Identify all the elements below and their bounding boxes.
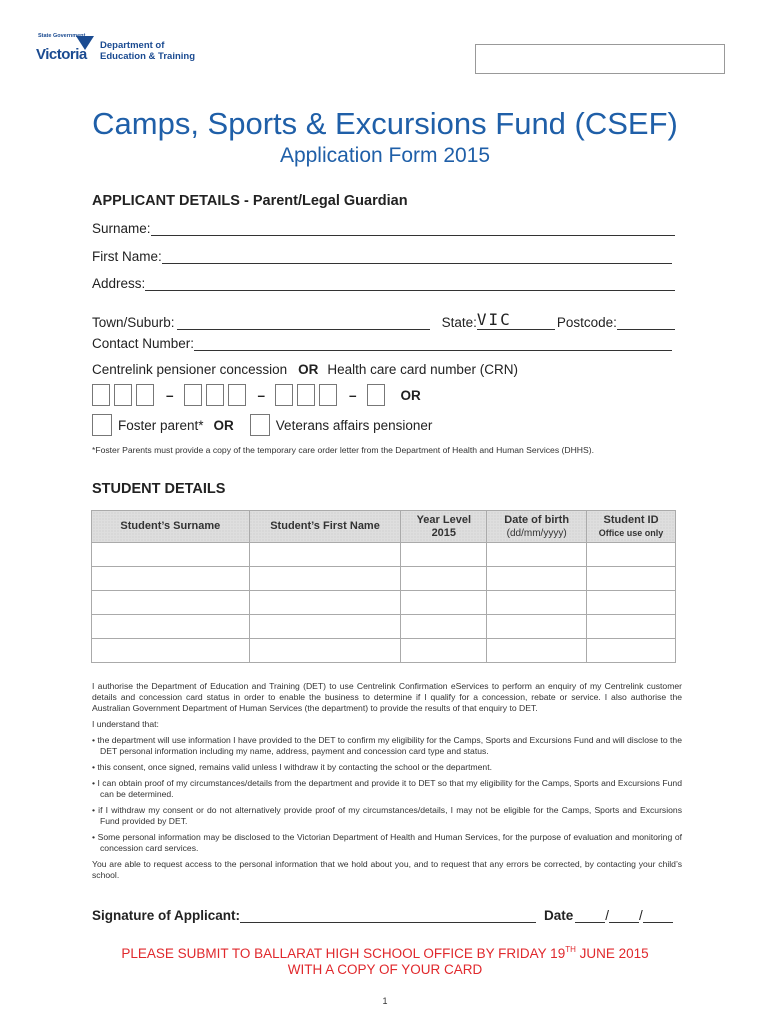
consent-understand: I understand that: <box>92 719 159 729</box>
department-line-1: Department of <box>100 40 165 51</box>
date-month-field[interactable] <box>609 909 639 923</box>
consent-paragraph: I authorise the Department of Education and Training (DET) to use Centrelink Confirmation eServices to perform an enquiry of my Centrelink customer details and concession card status in order to enable the business to determine if I qualify for a concession, rebate or service. I also authorise the Australian Government Department of Human Services (the department) to provide the results of that enquiry to DET. <box>92 681 682 713</box>
student-dob-cell[interactable] <box>487 615 587 639</box>
office-use-box[interactable] <box>475 44 725 74</box>
crn-dash: – <box>166 387 174 403</box>
contact-row <box>92 336 672 351</box>
town-row <box>92 310 675 330</box>
logo-state-government-text: State Government <box>38 33 86 39</box>
applicant-details-heading: APPLICANT DETAILS - Parent/Legal Guardian <box>92 193 408 209</box>
col-surname: Student’s Surname <box>92 511 250 543</box>
veterans-label: Veterans affairs pensioner <box>275 417 433 433</box>
date-slash: / <box>605 908 610 923</box>
table-row <box>92 615 676 639</box>
page-subtitle: Application Form 2015 <box>279 144 491 167</box>
student-firstname-cell[interactable] <box>249 615 401 639</box>
student-dob-cell[interactable] <box>487 543 587 567</box>
town-label: Town/Suburb: <box>92 315 175 330</box>
col-year-line1: Year Level <box>416 513 472 526</box>
consent-bullet: • the department will use information I have provided to the DET to confirm my eligibility for the Camps, Sports and Excursions Fund and will disclose to the DET personal information including my name, address, payment and concession card type and status. <box>92 735 682 756</box>
logo-victoria-text: Victoria <box>36 46 87 63</box>
crn-digit-box[interactable] <box>319 384 337 406</box>
signature-label: Signature of Applicant: <box>92 908 240 923</box>
consent-bullet: • Some personal information may be disclosed to the Victorian Department of Health and Human Services, for the purpose of evaluation and monitoring of concession card services. <box>92 832 682 853</box>
submit-line-2: WITH A COPY OF YOUR CARD <box>287 962 483 977</box>
address-row <box>92 276 675 291</box>
col-student-id <box>587 511 676 543</box>
date-year-field[interactable] <box>643 909 673 923</box>
victoria-logo-mark <box>36 34 94 68</box>
submit-line-1-main: PLEASE SUBMIT TO BALLARAT HIGH SCHOOL OFFICE BY FRIDAY 19 <box>121 946 566 961</box>
student-firstname-cell[interactable] <box>249 639 401 663</box>
submit-line-1-ordinal: TH <box>565 945 576 954</box>
col-dob <box>487 511 587 543</box>
crn-digit-box[interactable] <box>92 384 110 406</box>
col-year-line2: 2015 <box>431 526 457 539</box>
crn-digit-box[interactable] <box>114 384 132 406</box>
concession-label: Centrelink pensioner concession <box>92 362 288 377</box>
crn-digit-box[interactable] <box>206 384 224 406</box>
date-slash: / <box>639 908 643 923</box>
foster-veterans-row <box>92 414 432 436</box>
crn-entry <box>92 384 421 406</box>
student-table-header <box>92 511 676 543</box>
address-field[interactable] <box>145 277 675 291</box>
first-name-label: First Name: <box>92 249 162 264</box>
col-id-label: Student ID <box>603 513 659 526</box>
state-field[interactable]: VIC <box>477 310 555 330</box>
crn-digit-box[interactable] <box>228 384 246 406</box>
student-table <box>91 510 676 663</box>
first-name-field[interactable] <box>162 250 672 264</box>
consent-access-paragraph: You are able to request access to the personal information that we hold about you, and to request that any errors be corrected, by contacting your child’s school. <box>92 859 682 880</box>
crn-label: Health care card number (CRN) <box>327 362 518 377</box>
table-row <box>92 567 676 591</box>
student-firstname-cell[interactable] <box>249 591 401 615</box>
page-number: 1 <box>382 996 388 1006</box>
student-year-cell[interactable] <box>401 591 487 615</box>
surname-label: Surname: <box>92 221 151 236</box>
col-dob-format: (dd/mm/yyyy) <box>506 527 567 539</box>
student-firstname-cell[interactable] <box>249 567 401 591</box>
victoria-government-logo <box>36 34 195 68</box>
consent-bullet: • if I withdraw my consent or do not alternatively provide proof of my circumstances/details, I may not be eligible for the Camps, Sports and Excursions Fund provided by DET. <box>92 805 682 826</box>
consent-bullet: • I can obtain proof of my circumstances/details from the department and provide it to DET so that my eligibility for the Camps, Sports and Excursions Fund can be determined. <box>92 778 682 799</box>
surname-field[interactable] <box>151 222 675 236</box>
student-id-cell[interactable] <box>587 639 676 663</box>
foster-note: *Foster Parents must provide a copy of the temporary care order letter from the Department of Health and Human Services (DHHS). <box>92 445 594 455</box>
consent-text <box>92 681 682 886</box>
first-name-row <box>92 249 672 264</box>
postcode-label: Postcode: <box>556 315 617 330</box>
signature-field[interactable] <box>240 909 536 923</box>
student-id-cell[interactable] <box>587 543 676 567</box>
date-label: Date <box>544 908 574 923</box>
table-row <box>92 591 676 615</box>
date-day-field[interactable] <box>575 909 605 923</box>
student-dob-cell[interactable] <box>487 591 587 615</box>
crn-digit-box[interactable] <box>184 384 202 406</box>
address-label: Address: <box>92 276 146 291</box>
table-row <box>92 639 676 663</box>
student-id-cell[interactable] <box>587 591 676 615</box>
table-row <box>92 543 676 567</box>
state-label: State: <box>441 315 477 330</box>
student-year-cell[interactable] <box>401 567 487 591</box>
student-year-cell[interactable] <box>401 615 487 639</box>
student-id-cell[interactable] <box>587 615 676 639</box>
student-year-cell[interactable] <box>401 639 487 663</box>
student-surname-cell[interactable] <box>92 591 250 615</box>
crn-or: OR <box>400 387 421 403</box>
crn-digit-box[interactable] <box>136 384 154 406</box>
submit-notice <box>0 946 770 978</box>
student-dob-cell[interactable] <box>487 639 587 663</box>
crn-digit-box[interactable] <box>275 384 293 406</box>
submit-line-1-end: JUNE 2015 <box>575 946 649 961</box>
department-line-2: Education & Training <box>100 51 196 62</box>
student-surname-cell[interactable] <box>92 639 250 663</box>
consent-bullet: • this consent, once signed, remains valid unless I withdraw it by contacting the school or the department. <box>92 762 492 772</box>
foster-parent-checkbox[interactable] <box>92 414 112 436</box>
contact-label: Contact Number: <box>92 336 195 351</box>
postcode-field[interactable] <box>617 316 675 330</box>
submit-line-1 <box>0 946 770 962</box>
triangle-icon <box>76 36 94 50</box>
student-id-cell[interactable] <box>587 567 676 591</box>
foster-or: OR <box>213 417 234 433</box>
veterans-checkbox[interactable] <box>250 414 270 436</box>
student-surname-cell[interactable] <box>92 615 250 639</box>
col-firstname: Student’s First Name <box>249 511 401 543</box>
student-surname-cell[interactable] <box>92 567 250 591</box>
crn-dash: – <box>349 387 357 403</box>
student-year-cell[interactable] <box>401 543 487 567</box>
student-dob-cell[interactable] <box>487 567 587 591</box>
col-year <box>401 511 487 543</box>
surname-row <box>92 221 675 236</box>
crn-dash: – <box>257 387 266 403</box>
page-title: Camps, Sports & Excursions Fund (CSEF) <box>92 106 678 141</box>
col-dob-label: Date of birth <box>504 513 570 526</box>
town-field[interactable] <box>177 316 430 330</box>
student-firstname-cell[interactable] <box>249 543 401 567</box>
concession-row <box>92 362 518 377</box>
crn-digit-box[interactable] <box>297 384 315 406</box>
col-id-office-use: Office use only <box>598 527 664 538</box>
signature-row <box>92 908 673 923</box>
foster-parent-label: Foster parent* <box>118 417 204 433</box>
concession-or: OR <box>298 362 319 377</box>
contact-number-field[interactable] <box>194 337 672 351</box>
student-surname-cell[interactable] <box>92 543 250 567</box>
student-details-heading: STUDENT DETAILS <box>92 481 226 497</box>
crn-check-letter-box[interactable] <box>367 384 385 406</box>
department-name <box>100 40 195 62</box>
